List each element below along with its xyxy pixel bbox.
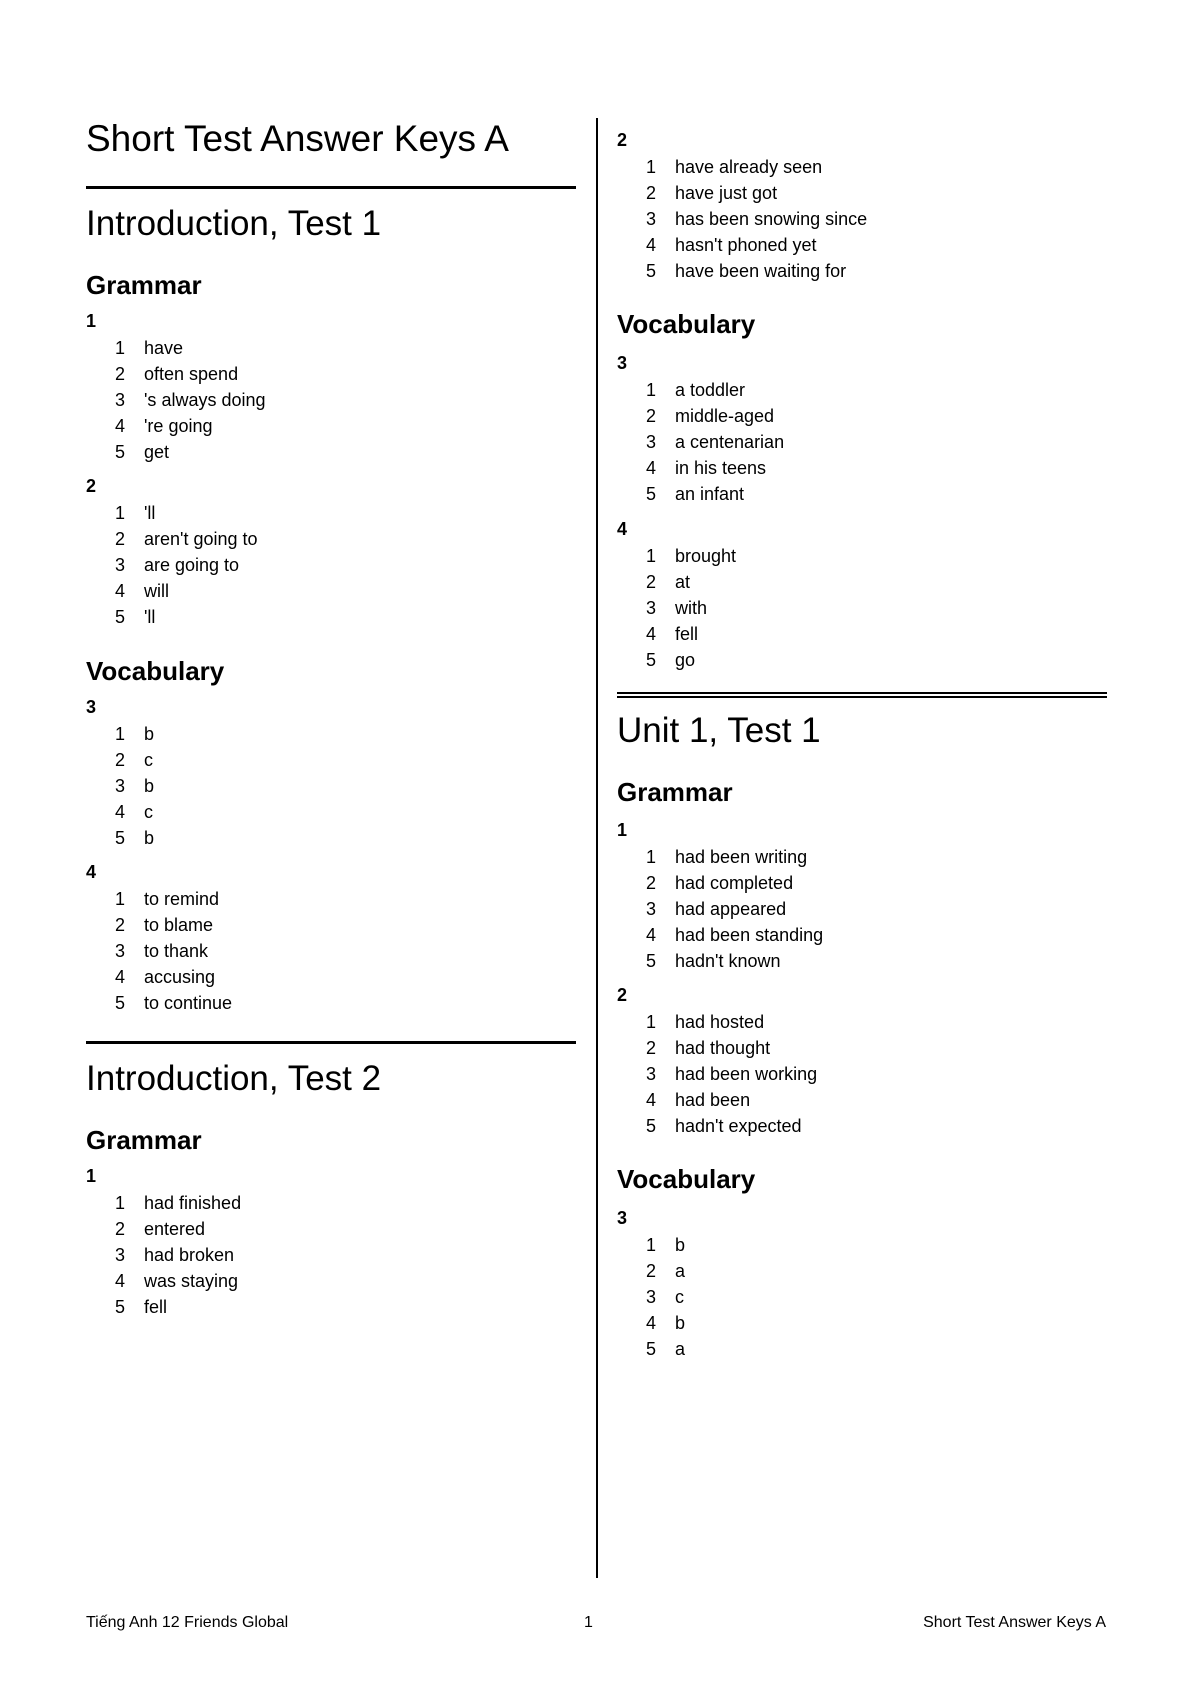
answer-text: hadn't known (675, 951, 781, 971)
answer-text: go (675, 650, 696, 670)
answer-number: 4 (646, 925, 657, 945)
answer-text: have already seen (675, 157, 823, 177)
intro-test2-grammar-heading: Grammar (86, 1125, 202, 1155)
answer-text: at (675, 572, 691, 592)
answer-number: 2 (646, 406, 657, 426)
answer-number: 2 (115, 750, 126, 770)
answer-number: 3 (646, 1064, 657, 1084)
answer-number: 5 (646, 650, 657, 670)
answer-text: c (144, 802, 153, 822)
answer-number: 2 (646, 572, 657, 592)
answer-text: b (675, 1235, 686, 1255)
question-number: 2 (617, 130, 628, 150)
answer-number: 5 (115, 828, 126, 848)
answer-number: 3 (646, 899, 657, 919)
answer-number: 1 (646, 1012, 657, 1032)
answer-number: 2 (115, 529, 126, 549)
answer-text: entered (144, 1219, 206, 1239)
answer-text: had hosted (675, 1012, 765, 1032)
answer-text: to thank (144, 941, 209, 961)
answer-text: hadn't expected (675, 1116, 802, 1136)
answer-text: will (144, 581, 169, 601)
question-number: 2 (617, 985, 628, 1005)
section-divider (86, 1041, 576, 1044)
question-number: 2 (86, 476, 97, 496)
answer-number: 1 (646, 380, 657, 400)
title-divider (86, 186, 576, 189)
answer-text: a (675, 1261, 686, 1281)
answer-number: 4 (646, 1313, 657, 1333)
footer-doc-title: Short Test Answer Keys A (923, 1614, 1106, 1631)
unit1-test1-vocabulary-heading: Vocabulary (617, 1164, 756, 1194)
answer-text: c (675, 1287, 684, 1307)
answer-text: had broken (144, 1245, 235, 1265)
answer-number: 4 (115, 1271, 126, 1291)
answer-number: 1 (115, 1193, 126, 1213)
question-number: 1 (86, 311, 97, 331)
question-number: 1 (86, 1166, 97, 1186)
answer-number: 4 (646, 458, 657, 478)
question-number: 4 (617, 519, 628, 539)
answer-text: to continue (144, 993, 233, 1013)
answer-text: had been working (675, 1064, 818, 1084)
section-divider (617, 692, 1107, 698)
footer-page-number: 1 (584, 1614, 593, 1631)
answer-number: 3 (646, 209, 657, 229)
answer-text: brought (675, 546, 737, 566)
answer-number: 2 (646, 873, 657, 893)
answer-text: have (144, 338, 184, 358)
answer-text: 'll (144, 607, 156, 627)
answer-number: 2 (646, 1261, 657, 1281)
unit1-test1-title: Unit 1, Test 1 (617, 711, 821, 750)
answer-text: have been waiting for (675, 261, 847, 281)
answer-text: often spend (144, 364, 239, 384)
answer-text: was staying (144, 1271, 239, 1291)
answer-text: have just got (675, 183, 778, 203)
answer-text: 'll (144, 503, 156, 523)
question-number: 3 (617, 353, 628, 373)
answer-text: hasn't phoned yet (675, 235, 817, 255)
answer-number: 5 (115, 1297, 126, 1317)
answer-number: 4 (115, 967, 126, 987)
answer-number: 4 (115, 802, 126, 822)
intro-test1-vocabulary-heading: Vocabulary (86, 656, 225, 686)
answer-number: 1 (646, 157, 657, 177)
question-number: 4 (86, 862, 97, 882)
answer-text: accusing (144, 967, 216, 987)
question-number: 1 (617, 820, 628, 840)
answer-text: b (144, 724, 155, 744)
answer-number: 1 (115, 503, 126, 523)
answer-text: had been (675, 1090, 751, 1110)
answer-number: 5 (646, 951, 657, 971)
answer-text: b (144, 776, 155, 796)
answer-text: b (144, 828, 155, 848)
answer-number: 5 (115, 607, 126, 627)
answer-number: 4 (646, 624, 657, 644)
answer-text: b (675, 1313, 686, 1333)
answer-number: 3 (115, 1245, 126, 1265)
answer-text: middle-aged (675, 406, 775, 426)
answer-text: to blame (144, 915, 214, 935)
answer-number: 4 (115, 416, 126, 436)
answer-number: 4 (115, 581, 126, 601)
answer-number: 1 (115, 724, 126, 744)
answer-number: 2 (115, 364, 126, 384)
answer-text: 's always doing (144, 390, 266, 410)
answer-text: get (144, 442, 170, 462)
answer-number: 4 (646, 235, 657, 255)
answer-text: had completed (675, 873, 794, 893)
answer-number: 3 (646, 598, 657, 618)
footer-book-title: Tiếng Anh 12 Friends Global (86, 1614, 289, 1631)
answer-number: 5 (115, 993, 126, 1013)
answer-text: fell (144, 1297, 168, 1317)
question-number: 3 (617, 1208, 628, 1228)
answer-text: had been standing (675, 925, 824, 945)
answer-text: an infant (675, 484, 745, 504)
answer-number: 1 (646, 847, 657, 867)
column-divider (596, 118, 598, 1578)
intro-test1-title: Introduction, Test 1 (86, 204, 382, 243)
answer-number: 3 (115, 941, 126, 961)
document-title: Short Test Answer Keys A (86, 118, 509, 159)
answer-number: 3 (115, 776, 126, 796)
answer-number: 1 (646, 1235, 657, 1255)
answer-text: with (675, 598, 708, 618)
answer-number: 3 (646, 1287, 657, 1307)
answer-number: 1 (115, 338, 126, 358)
question-number: 3 (86, 697, 97, 717)
answer-number: 5 (646, 261, 657, 281)
answer-text: had appeared (675, 899, 787, 919)
answer-number: 1 (646, 546, 657, 566)
answer-number: 1 (115, 889, 126, 909)
answer-text: had finished (144, 1193, 242, 1213)
answer-number: 5 (646, 1116, 657, 1136)
answer-text: aren't going to (144, 529, 258, 549)
answer-text: fell (675, 624, 699, 644)
answer-text: had thought (675, 1038, 771, 1058)
answer-number: 2 (115, 1219, 126, 1239)
answer-text: a toddler (675, 380, 746, 400)
answer-text: 're going (144, 416, 213, 436)
intro-test2-title: Introduction, Test 2 (86, 1059, 382, 1098)
answer-number: 2 (646, 1038, 657, 1058)
intro-test2-vocabulary-heading: Vocabulary (617, 309, 756, 339)
answer-text: had been writing (675, 847, 808, 867)
answer-text: to remind (144, 889, 220, 909)
answer-text: a (675, 1339, 686, 1359)
answer-number: 3 (115, 390, 126, 410)
answer-number: 5 (646, 484, 657, 504)
answer-text: in his teens (675, 458, 767, 478)
answer-number: 3 (115, 555, 126, 575)
unit1-test1-grammar-heading: Grammar (617, 777, 733, 807)
answer-number: 4 (646, 1090, 657, 1110)
intro-test1-grammar-heading: Grammar (86, 270, 202, 300)
answer-number: 5 (115, 442, 126, 462)
answer-text: has been snowing since (675, 209, 868, 229)
answer-number: 5 (646, 1339, 657, 1359)
answer-number: 3 (646, 432, 657, 452)
answer-number: 2 (115, 915, 126, 935)
answer-text: are going to (144, 555, 240, 575)
answer-text: c (144, 750, 153, 770)
answer-number: 2 (646, 183, 657, 203)
answer-text: a centenarian (675, 432, 785, 452)
